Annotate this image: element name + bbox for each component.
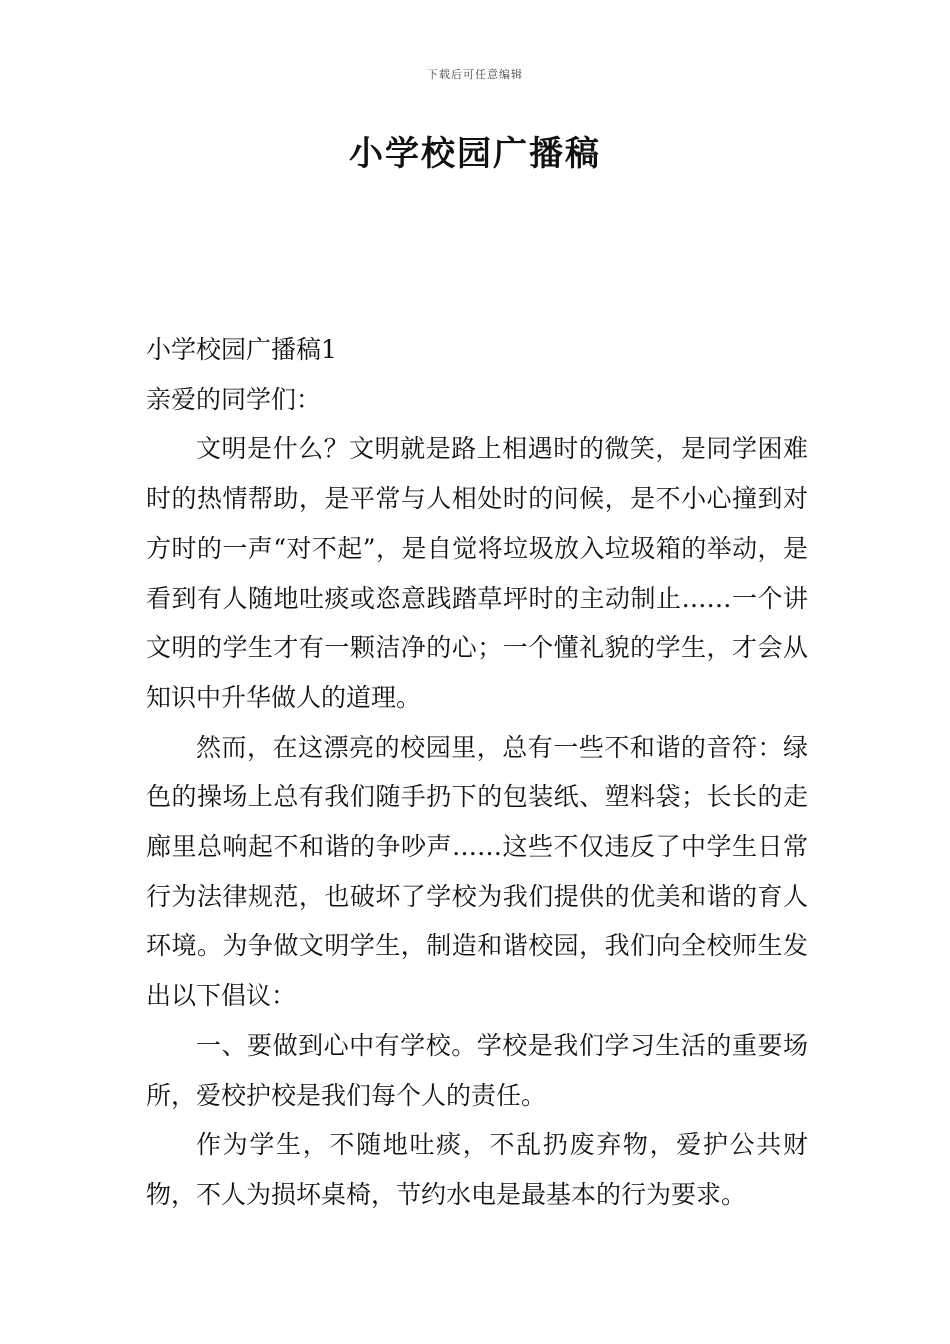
paragraph-4: 作为学生，不随地吐痰，不乱扔废弃物，爱护公共财物，不人为损坏桌椅，节约水电是最基本的行为要求。 xyxy=(146,1130,808,1209)
paragraph-3: 一、要做到心中有学校。学校是我们学习生活的重要场所，爱校护校是我们每个人的责任。 xyxy=(146,1030,808,1110)
section-title: 小学校园广播稿1 xyxy=(146,335,337,364)
header-note: 下载后可任意编辑 xyxy=(427,68,523,81)
document-title: 小学校园广播稿 xyxy=(349,134,601,174)
paragraph-1: 文明是什么？文明就是路上相遇时的微笑，是同学困难时的热情帮助，是平常与人相处时的问候，是不小心撞到对方时的一声“对不起”，是自觉将垃圾放入垃圾箱的举动，是看到有人随地吐痰或恣意践踏草坪时的主动制止……一个讲文明的学生才有一颗洁净的心；一个懂礼貌的学生，才会从知识中升华做人的道理。 xyxy=(146,434,808,712)
document-body xyxy=(146,325,808,1220)
greeting: 亲爱的同学们： xyxy=(146,384,322,414)
paragraph-2: 然而，在这漂亮的校园里，总有一些不和谐的音符：绿色的操场上总有我们随手扔下的包装纸、塑料袋；长长的走廊里总响起不和谐的争吵声……这些不仅违反了中学生日常行为法律规范，也破坏了学校为我们提供的优美和谐的育人环境。为争做文明学生，制造和谐校园，我们向全校师生发出以下倡议： xyxy=(146,732,808,1011)
